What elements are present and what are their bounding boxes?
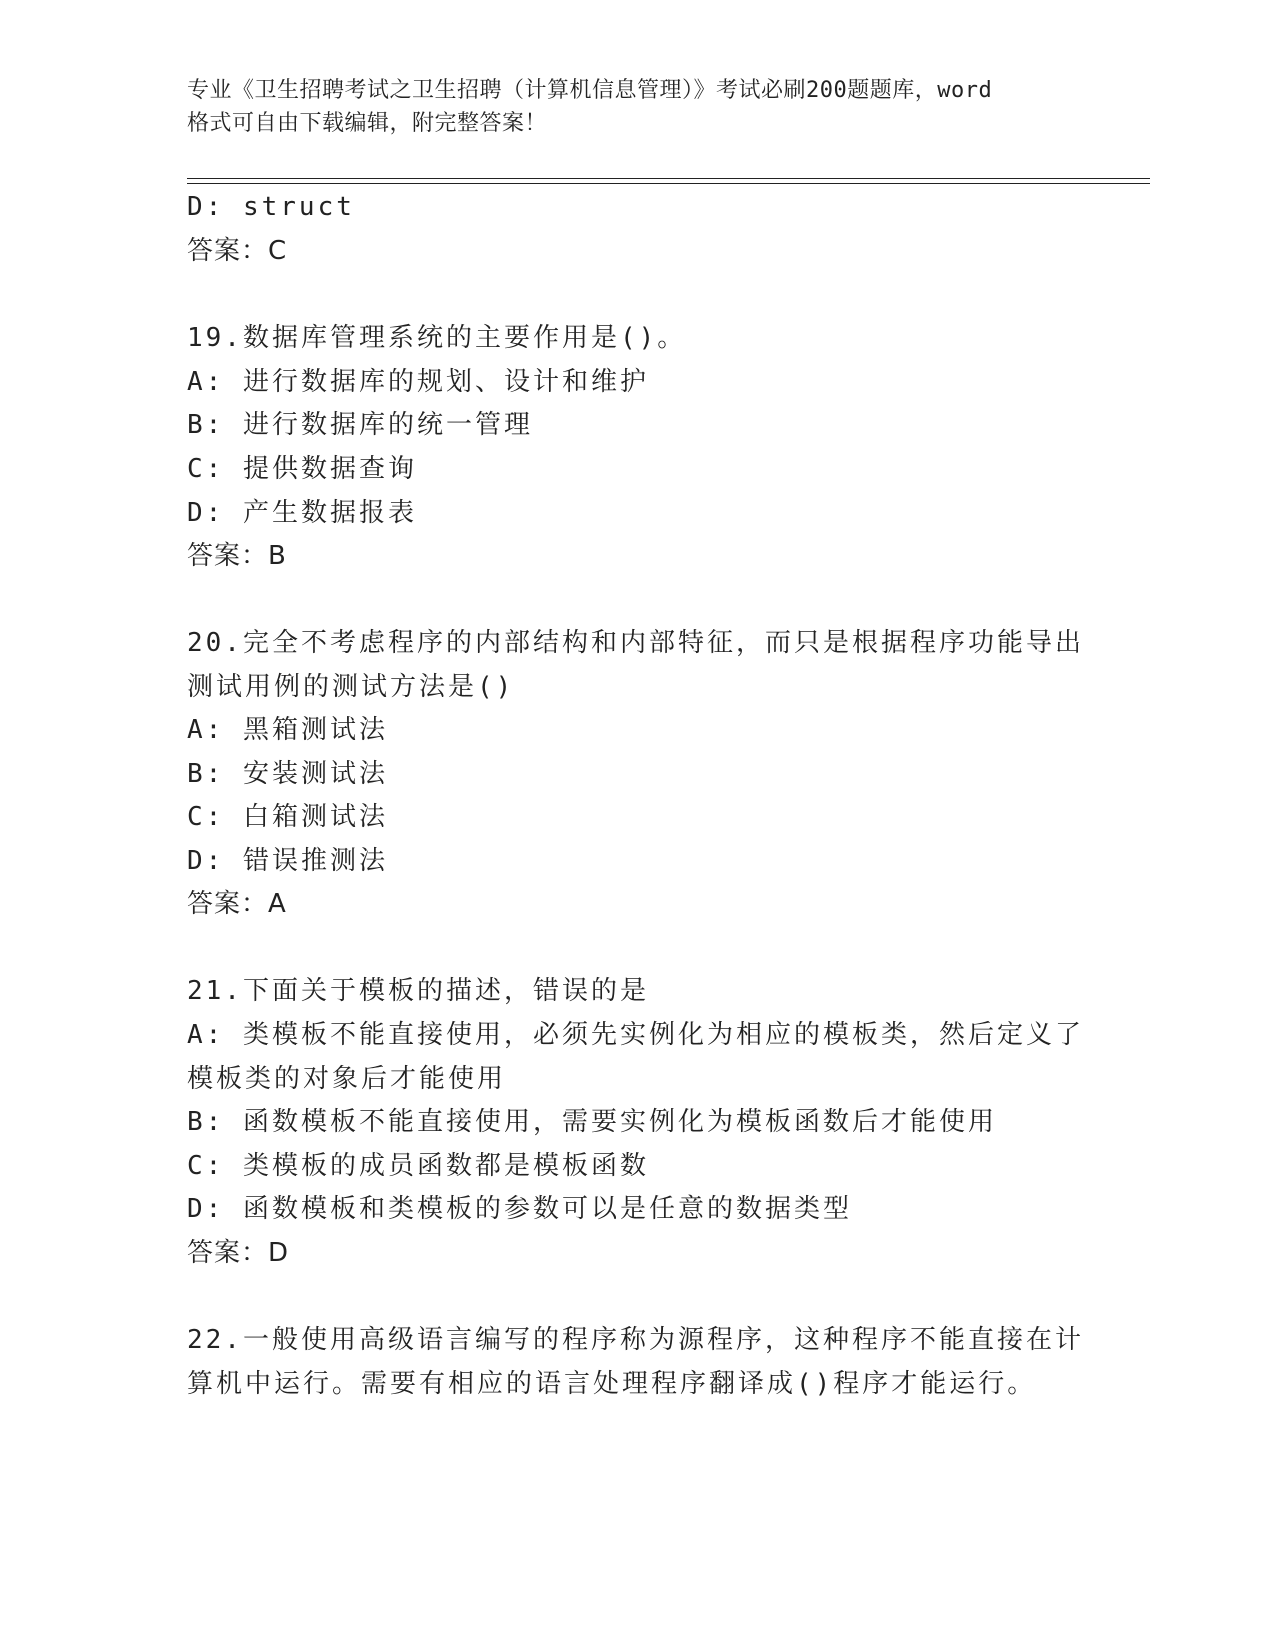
q22-stem-line-1: 22.一般使用高级语言编写的程序称为源程序，这种程序不能直接在计 — [187, 1325, 1084, 1355]
q19-stem: 19.数据库管理系统的主要作用是()。 — [187, 323, 687, 353]
q21-option-a-line-1: A: 类模板不能直接使用，必须先实例化为相应的模板类，然后定义了 — [187, 1020, 1084, 1050]
q20-option-d: D: 错误推测法 — [187, 846, 388, 876]
q21-option-a-line-2: 模板类的对象后才能使用 — [187, 1064, 507, 1094]
prev-option-d: D: struct — [187, 192, 355, 222]
q21-answer: 答案：D — [187, 1238, 290, 1268]
header-divider-bottom — [187, 183, 1150, 184]
q19-option-d: D: 产生数据报表 — [187, 498, 417, 528]
q20-option-b: B: 安装测试法 — [187, 759, 388, 789]
q21-option-d: D: 函数模板和类模板的参数可以是任意的数据类型 — [187, 1194, 852, 1224]
document-header — [187, 74, 1087, 140]
q19-option-a: A: 进行数据库的规划、设计和维护 — [187, 367, 649, 397]
header-title-line-2: 格式可自由下载编辑，附完整答案！ — [187, 111, 548, 136]
q22-stem-line-2: 算机中运行。需要有相应的语言处理程序翻译成()程序才能运行。 — [187, 1369, 1037, 1399]
q20-option-a: A: 黑箱测试法 — [187, 715, 388, 745]
q20-stem-line-1: 20.完全不考虑程序的内部结构和内部特征，而只是根据程序功能导出 — [187, 628, 1084, 658]
q21-stem: 21.下面关于模板的描述，错误的是 — [187, 976, 649, 1006]
header-title-line-1: 专业《卫生招聘考试之卫生招聘（计算机信息管理）》考试必刷200题题库，word — [187, 78, 993, 103]
q19-answer: 答案：B — [187, 541, 287, 571]
prev-answer: 答案：C — [187, 236, 288, 266]
q19-option-b: B: 进行数据库的统一管理 — [187, 410, 533, 440]
q21-option-c: C: 类模板的成员函数都是模板函数 — [187, 1151, 649, 1181]
q21-option-b: B: 函数模板不能直接使用，需要实例化为模板函数后才能使用 — [187, 1107, 997, 1137]
q20-option-c: C: 白箱测试法 — [187, 802, 388, 832]
q20-answer: 答案：A — [187, 889, 287, 919]
header-divider-top — [187, 178, 1150, 179]
q19-option-c: C: 提供数据查询 — [187, 454, 417, 484]
q20-stem-line-2: 测试用例的测试方法是() — [187, 672, 515, 702]
